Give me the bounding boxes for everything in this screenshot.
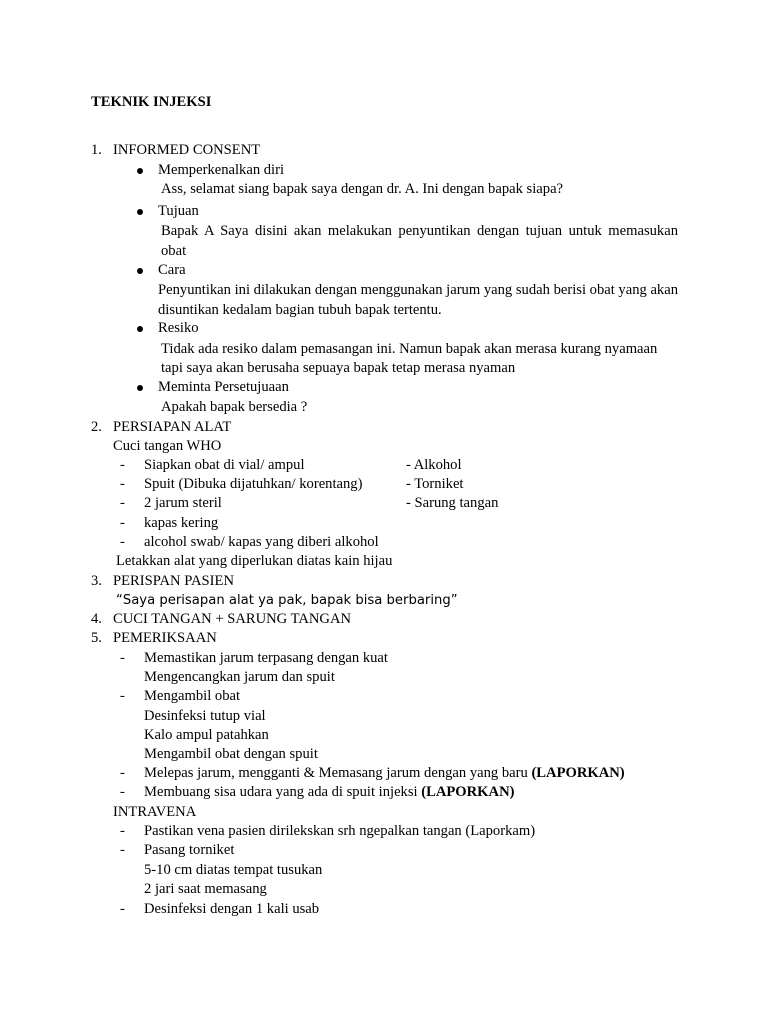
s1-item-1-text: Ass, selamat siang bapak saya dengan dr. A. Ini dengan bapak siapa? [161, 181, 564, 197]
s1-item-1-label: Memperkenalkan diri [158, 162, 285, 178]
section-5-heading: PEMERIKSAAN [113, 630, 217, 646]
s1-item-2-label: Tujuan [158, 203, 199, 219]
s1-item-4-label: Resiko [158, 320, 199, 336]
exam-item-3 [144, 764, 625, 783]
dash-marker: - [120, 457, 125, 473]
section-3-quote: “Saya perisapan alat ya pak, bapak bisa berbaring” [116, 593, 458, 608]
exam-item-3-text: Melepas jarum, mengganti & Memasang jarum dengan yang baru [144, 765, 532, 781]
dash-marker: - [120, 534, 125, 550]
section-2-number: 2. [91, 419, 102, 435]
iv-item-3: Desinfeksi dengan 1 kali usab [144, 901, 320, 917]
section-1-number: 1. [91, 142, 102, 158]
s1-item-4-text-line-2: tapi saya akan berusaha sepuaya bapak tetap merasa nyaman [161, 360, 516, 376]
dash-marker: - [120, 476, 125, 492]
tool-right-1: - Alkohol [406, 457, 462, 473]
exam-item-2-detail-3: Mengambil obat dengan spuit [144, 746, 318, 762]
exam-item-4 [144, 783, 514, 802]
s1-item-2-text: Bapak A Saya disini akan melakukan penyuntikan dengan tujuan untuk memasukan obat [161, 223, 678, 259]
dash-marker: - [120, 765, 125, 781]
tool-right-3: - Sarung tangan [406, 495, 499, 511]
dash-marker: - [120, 515, 125, 531]
s1-item-3-label: Cara [158, 262, 186, 278]
s1-item-3-text: Penyuntikan ini dilakukan dengan menggunakan jarum yang sudah berisi obat yang akan disuntikan kedalam bagian tubuh bapak tertentu. [158, 282, 678, 318]
bullet-icon [137, 385, 143, 391]
dash-marker: - [120, 495, 125, 511]
section-2-heading: PERSIAPAN ALAT [113, 419, 232, 435]
intravena-heading: INTRAVENA [113, 804, 197, 820]
tool-right-2: - Torniket [406, 476, 464, 492]
document-title: TEKNIK INJEKSI [91, 94, 212, 110]
dash-marker: - [120, 688, 125, 704]
exam-item-1-detail: Mengencangkan jarum dan spuit [144, 669, 335, 685]
s1-item-4-text-line-1: Tidak ada resiko dalam pemasangan ini. Namun bapak akan merasa kurang nyamaan [161, 341, 658, 357]
tool-item-2: Spuit (Dibuka dijatuhkan/ korentang) [144, 476, 363, 492]
section-1-heading: INFORMED CONSENT [113, 142, 261, 158]
bullet-icon [137, 168, 143, 174]
iv-item-2: Pasang torniket [144, 842, 235, 858]
dash-marker: - [120, 650, 125, 666]
laporkan-label: (LAPORKAN) [531, 765, 625, 781]
section-4-heading: CUCI TANGAN + SARUNG TANGAN [113, 611, 352, 627]
section-4-number: 4. [91, 611, 102, 627]
exam-item-1: Memastikan jarum terpasang dengan kuat [144, 650, 388, 666]
tool-item-1: Siapkan obat di vial/ ampul [144, 457, 305, 473]
exam-item-2-detail-2: Kalo ampul patahkan [144, 727, 269, 743]
section-2-note: Letakkan alat yang diperlukan diatas kain hijau [116, 553, 393, 569]
s1-item-5-text: Apakah bapak bersedia ? [161, 399, 308, 415]
exam-item-2-detail-1: Desinfeksi tutup vial [144, 708, 266, 724]
bullet-icon [137, 268, 143, 274]
iv-item-2-detail-1: 5-10 cm diatas tempat tusukan [144, 862, 323, 878]
dash-marker: - [120, 842, 125, 858]
section-5-number: 5. [91, 630, 102, 646]
section-2-subheading: Cuci tangan WHO [113, 438, 222, 454]
exam-item-4-text: Membuang sisa udara yang ada di spuit injeksi [144, 784, 422, 800]
laporkan-label: (LAPORKAN) [421, 784, 515, 800]
s1-item-5-label: Meminta Persetujuaan [158, 379, 289, 395]
bullet-icon [137, 326, 143, 332]
tool-item-3: 2 jarum steril [144, 495, 222, 511]
section-3-number: 3. [91, 573, 102, 589]
iv-item-2-detail-2: 2 jari saat memasang [144, 881, 267, 897]
tool-item-4: kapas kering [144, 515, 219, 531]
section-3-heading: PERISPAN PASIEN [113, 573, 234, 589]
iv-item-1: Pastikan vena pasien dirilekskan srh ngepalkan tangan (Laporkam) [144, 823, 536, 839]
dash-marker: - [120, 901, 125, 917]
dash-marker: - [120, 823, 125, 839]
dash-marker: - [120, 784, 125, 800]
exam-item-2: Mengambil obat [144, 688, 241, 704]
tool-item-5: alcohol swab/ kapas yang diberi alkohol [144, 534, 379, 550]
bullet-icon [137, 209, 143, 215]
